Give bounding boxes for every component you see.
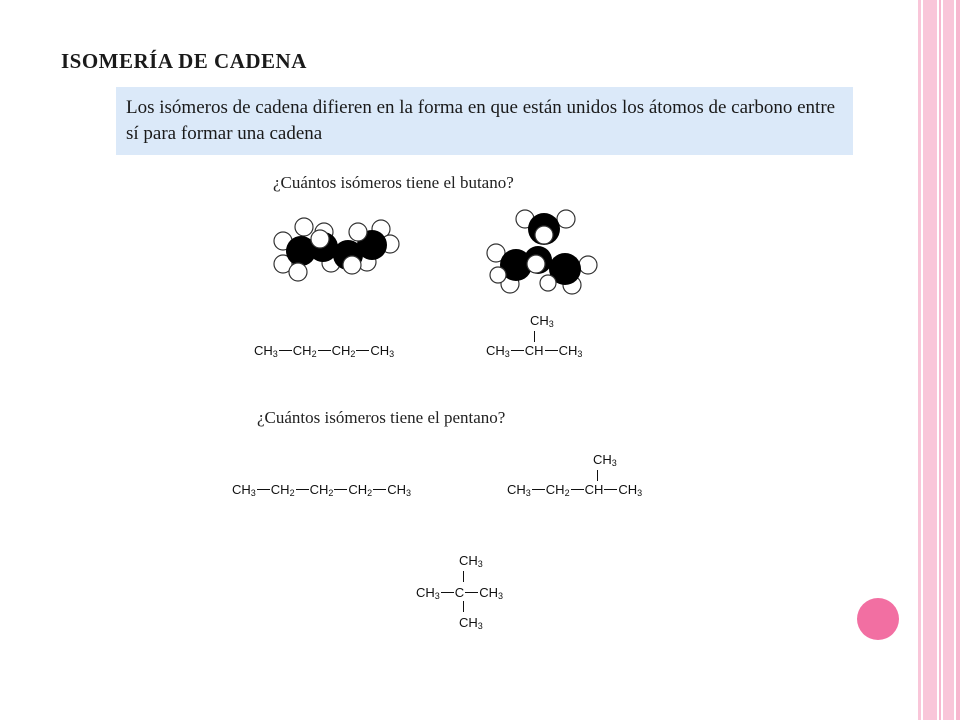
isopentane-formula: $CH_3$ $CH_2$ CH $CH_3$: [507, 482, 643, 498]
isobutane-branch-bond: [534, 331, 535, 342]
isobutane-formula: $CH_3$ CH $CH_3$: [486, 343, 583, 359]
pentane-question: ¿Cuántos isómeros tiene el pentano?: [257, 408, 506, 427]
neopentane-top-bond: [463, 571, 464, 582]
definition-text: Los isómeros de cadena difieren en la forma en que están unidos los átomos de carbono entre sí para formar una cadena: [126, 97, 836, 144]
neopentane-top-branch: $CH_3$: [459, 553, 483, 569]
n-pentane-formula: $CH_3$ $CH_2$ $CH_2$ $CH_2$ $CH_3$: [232, 482, 411, 498]
n-butane-ball-model: [266, 212, 404, 284]
butane-question: ¿Cuántos isómeros tiene el butano?: [273, 173, 514, 192]
definition-box: [116, 87, 853, 155]
slide-title: ISOMERÍA DE CADENA: [61, 49, 307, 73]
isopentane-branch-bond: [597, 470, 598, 481]
isobutane-ball-model: [480, 205, 600, 300]
isobutane-branch: $CH_3$: [530, 313, 554, 329]
isopentane-branch: $CH_3$: [593, 452, 617, 468]
neopentane-formula: $CH_3$ C $CH_3$: [416, 585, 503, 601]
decorative-pink-circle: [857, 598, 899, 640]
n-butane-formula: $CH_3$ $CH_2$ $CH_2$ $CH_3$: [254, 343, 395, 359]
neopentane-bottom-bond: [463, 601, 464, 612]
neopentane-bottom-branch: $CH_3$: [459, 615, 483, 631]
right-decorative-stripes: [918, 0, 960, 720]
